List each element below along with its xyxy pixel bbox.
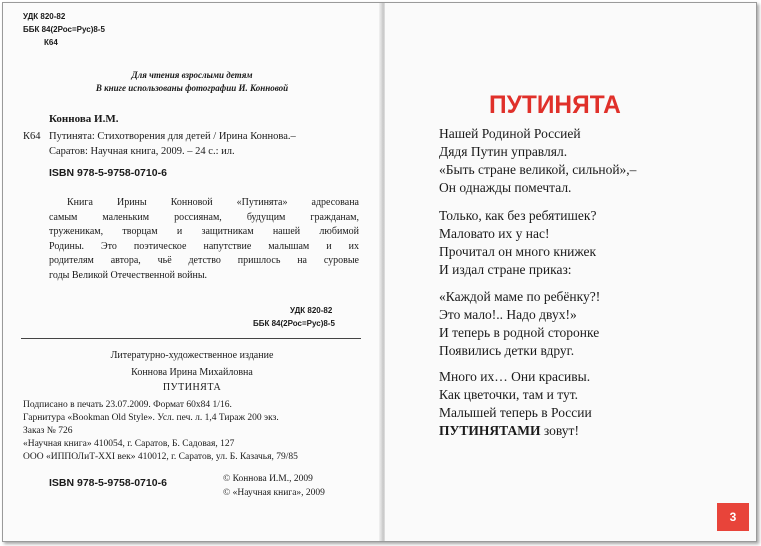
- author-short: Коннова И.М.: [49, 113, 119, 125]
- imprint-line: ООО «ИППОЛиТ-XXI век» 410012, г. Саратов, ул. Б. Казачья, 79/85: [23, 452, 298, 462]
- isbn-bottom: ISBN 978-5-9758-0710-6: [49, 477, 167, 489]
- reading-note: Для чтения взрослыми детям: [131, 70, 253, 80]
- book-title-small: ПУТИНЯТА: [162, 382, 222, 393]
- poem-line: Маловато их у нас!: [439, 226, 550, 241]
- annotation: [49, 196, 359, 283]
- poem-line: Как цветочки, там и тут.: [439, 387, 579, 402]
- bbk-code-bottom: ББК 84(2Рос=Рус)8-5: [253, 319, 335, 328]
- bbk-code-top: ББК 84(2Рос=Рус)8-5: [23, 25, 105, 34]
- poem-line: Он однажды помечтал.: [439, 180, 572, 195]
- poem-line: «Быть стране великой, сильной»,–: [439, 162, 637, 177]
- edition-type: Литературно-художественное издание: [110, 350, 274, 361]
- imprint-line: «Научная книга» 410054, г. Саратов, Б. Садовая, 127: [23, 439, 235, 449]
- annotation-line: Книга Ирины Конновой «Путинята» адресована: [67, 197, 359, 208]
- annotation-line: родителям автора, чьё детство пришлось на суровые: [49, 255, 359, 266]
- poem-line: Много их… Они красивы.: [439, 369, 591, 384]
- imprint-line: Гарнитура «Bookman Old Style». Усл. печ. л. 1,4 Тираж 200 экз.: [23, 413, 279, 423]
- poem-line: Появились детки вдруг.: [439, 343, 575, 358]
- poem-line: «Каждой маме по ребёнку?!: [439, 289, 601, 304]
- poem-last-line-rest: зовут!: [540, 423, 579, 438]
- udk-code-bottom: УДК 820-82: [290, 306, 333, 315]
- k64-code-top: К64: [44, 38, 58, 47]
- poem-line: Малышей теперь в России: [439, 405, 592, 420]
- annotation-line: Родины. Это поэтическое напутствие малышам и их: [49, 240, 359, 252]
- poem-line: И издал стране приказ:: [439, 262, 572, 277]
- poem-bold-word: ПУТИНЯТАМИ: [439, 423, 541, 438]
- poem-last-line: [439, 423, 579, 439]
- catalog-code: К64: [23, 131, 41, 142]
- left-page: [3, 3, 381, 542]
- copyright-publisher: © «Научная книга», 2009: [223, 488, 325, 498]
- annotation-line: годы Великой Отечественной войны.: [49, 269, 208, 281]
- udk-code-top: УДК 820-82: [23, 12, 66, 21]
- page-number-badge: 3: [717, 503, 749, 531]
- imprint-line: Заказ № 726: [23, 426, 73, 436]
- copyright-author: © Коннова И.М., 2009: [223, 474, 313, 484]
- poem-line: Только, как без ребятишек?: [439, 208, 597, 223]
- biblio-line-1: Путинята: Стихотворения для детей / Ирина Коннова.–: [49, 131, 296, 142]
- divider-line: [21, 338, 361, 339]
- imprint-line: Подписано в печать 23.07.2009. Формат 60х84 1/16.: [23, 400, 232, 410]
- poem-line: Нашей Родиной Россией: [439, 126, 581, 141]
- poem-line: Прочитал он много книжек: [439, 244, 597, 259]
- annotation-line: самым маленьким россиянам, будущим гражданам,: [49, 211, 359, 223]
- annotation-line: труженикам, творцам и защитникам нашей любимой: [49, 226, 359, 237]
- poem-title: ПУТИНЯТА: [489, 91, 621, 119]
- poem-line: И теперь в родной сторонке: [439, 325, 600, 340]
- biblio-line-2: Саратов: Научная книга, 2009. – 24 с.: ил.: [49, 146, 235, 157]
- isbn-top: ISBN 978-5-9758-0710-6: [49, 167, 167, 179]
- author-full: Коннова Ирина Михайловна: [131, 367, 253, 378]
- poem-line: Дядя Путин управлял.: [439, 144, 568, 159]
- book-spread: [2, 2, 757, 542]
- photo-note: В книге использованы фотографии И. Конновой: [95, 83, 289, 93]
- poem-line: Это мало!.. Надо двух!»: [439, 307, 577, 322]
